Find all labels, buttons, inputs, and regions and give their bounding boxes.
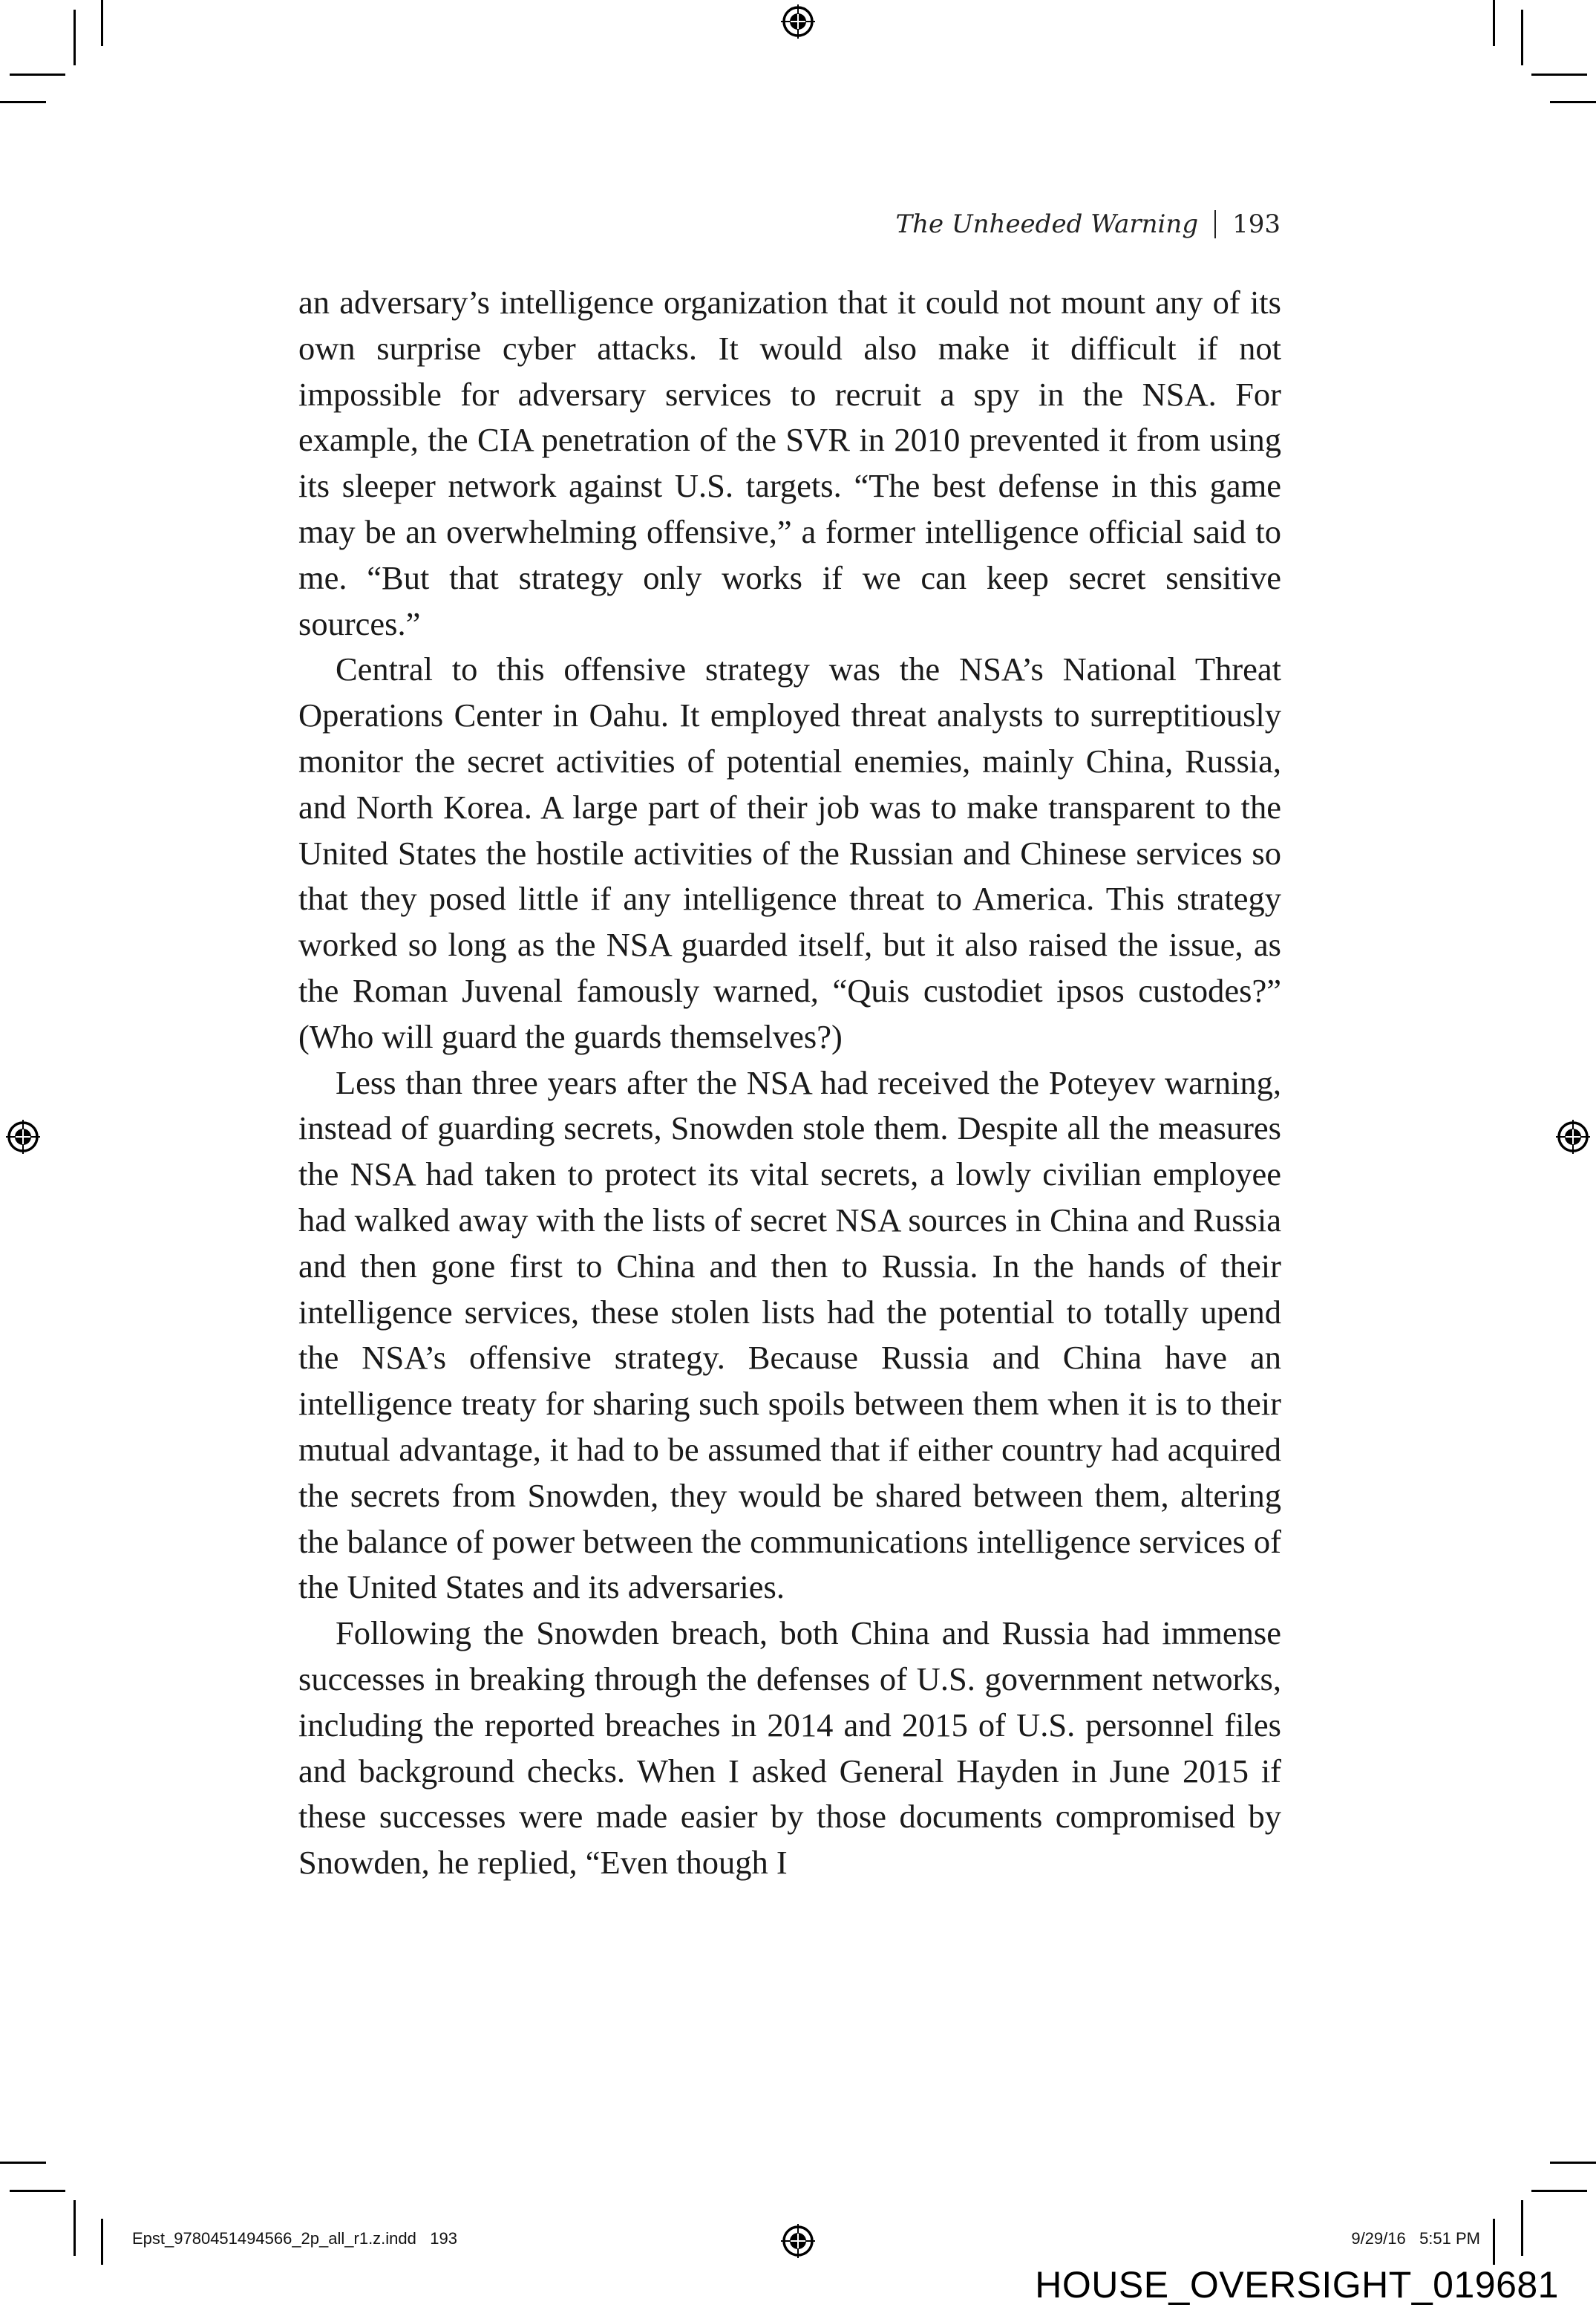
- bates-number: HOUSE_OVERSIGHT_019681: [1035, 2264, 1559, 2306]
- crop-mark-top-right-inner-h: [1531, 74, 1587, 76]
- paragraph-continued: an adversary’s intelligence organization that it could not mount any of its own surprise cyber attacks. It would also make it difficult if not impossible for adversary services to recruit a spy in the NSA. For example, the CIA penetration of the SVR in 2010 prevented it from using its sleeper network against U.S. targets. “The best defense in this game may be an overwhelming offensive,” a former intelligence official said to me. “But that strategy only works if we can keep secret sensitive sources.”: [298, 284, 1281, 642]
- paragraph: Less than three years after the NSA had received the Poteyev warning, instead of guarding secrets, Snowden stole them. Despite all the measures the NSA had taken to protect its vital secrets, a lowly civilian employee had walked away with the lists of secret NSA sources in China and Russia and then gone first to China and then to Russia. In the hands of their intelligence services, these stolen lists had the potential to totally upend the NSA’s offensive strategy. Because Russia and China have an intelligence treaty for sharing such spoils between them when it is to their mutual advantage, it had to be assumed that if either country had acquired the secrets from Snowden, they would be shared between them, altering the balance of power between the communications intelligence services of the United States and its adversaries.: [298, 1063, 1281, 1606]
- crop-mark-top-right-inner-v: [1521, 10, 1523, 65]
- crop-mark-bottom-right-inner-h: [1531, 2190, 1587, 2192]
- registration-target-icon-bottom: [781, 2224, 815, 2258]
- registration-target-icon-top: [781, 4, 815, 39]
- crop-mark-bottom-left-outer-h: [0, 2162, 46, 2164]
- registration-target-icon-left: [6, 1120, 40, 1154]
- crop-mark-top-left-inner-h: [10, 74, 65, 76]
- slug-timestamp: 9/29/16 5:51 PM: [1351, 2229, 1480, 2248]
- crop-mark-bottom-right-inner-v: [1521, 2200, 1523, 2256]
- crop-mark-bottom-right-outer-v: [1493, 2219, 1495, 2265]
- crop-mark-top-left-outer-v: [101, 0, 103, 46]
- crop-mark-bottom-right-outer-h: [1550, 2162, 1596, 2164]
- crop-mark-bottom-left-outer-v: [101, 2219, 103, 2265]
- crop-mark-top-left-inner-v: [73, 10, 76, 65]
- crop-mark-bottom-left-inner-v: [73, 2200, 76, 2256]
- registration-target-icon-right: [1556, 1120, 1590, 1154]
- running-head: [817, 209, 1281, 239]
- crop-mark-top-right-outer-v: [1493, 0, 1495, 46]
- page-number: 193: [1232, 209, 1281, 239]
- paragraph: Central to this offensive strategy was the NSA’s National Threat Operations Center in Oahu. It employed threat analysts to surreptitiously monitor the secret activities of potential enemies, mainly China, Russia, and North Korea. A large part of their job was to make transparent to the United States the hostile activities of the Russian and Chinese services so that they posed little if any intelligence threat to America. This strategy worked so long as the NSA guarded itself, but it also raised the issue, as the Roman Juvenal famously warned, “Quis custodiet ipsos custodes?” (Who will guard the guards themselves?): [298, 650, 1281, 1055]
- crop-mark-top-left-outer-h: [0, 101, 46, 103]
- paragraph: Following the Snowden breach, both China and Russia had immense successes in breaking through the defenses of U.S. government networks, including the reported breaches in 2014 and 2015 of U.S. personnel files and background checks. When I asked General Hayden in June 2015 if these successes were made easier by those documents compromised by Snowden, he replied, “Even though I: [298, 1614, 1281, 1882]
- body-text: [298, 280, 1281, 1886]
- crop-mark-bottom-left-inner-h: [10, 2190, 65, 2192]
- running-head-separator: [1214, 210, 1216, 238]
- running-head-title: The Unheeded Warning: [895, 209, 1199, 239]
- crop-mark-top-right-outer-h: [1550, 101, 1596, 103]
- slug-file-name: Epst_9780451494566_2p_all_r1.z.indd 193: [132, 2229, 457, 2248]
